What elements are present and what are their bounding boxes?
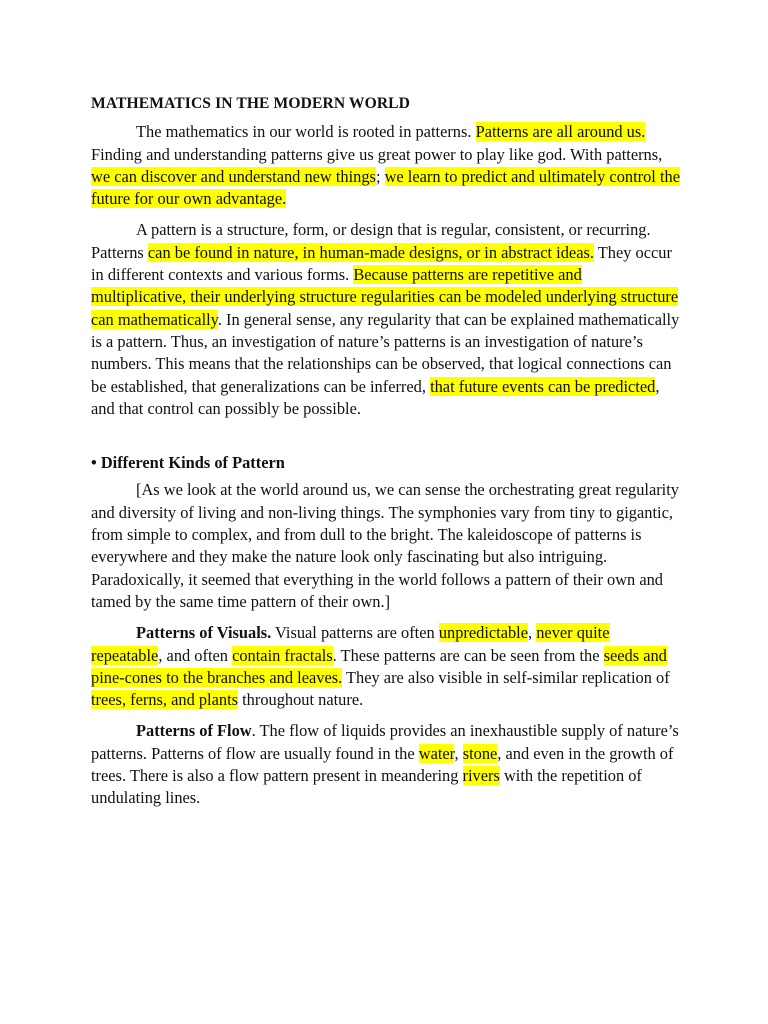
paragraph-text: , bbox=[454, 743, 463, 763]
spacer bbox=[91, 420, 681, 452]
highlighted-text: Because patterns are repetitive and multiplicative, their underlying structure regularities can be modeled underlying structure can mathematically bbox=[91, 265, 679, 329]
paragraph-patterns-of-visuals bbox=[91, 622, 681, 711]
paragraph-text: Visual patterns are often bbox=[271, 623, 439, 643]
page-title: MATHEMATICS IN THE MODERN WORLD bbox=[91, 95, 411, 112]
paragraph-text: [As we look at the world around us, we can sense the orchestrating great regularity and diversity of living and non-living things. The symphonies vary from tiny to gigantic, from simple to complex, and from dull to the bright. The kaleidoscope of patterns is everywhere and they make the nature look only fascinating but also intriguing. Paradoxically, it seemed that everything in the world follows a pattern of their own and tamed by the same time pattern of their own.] bbox=[91, 480, 679, 611]
paragraph-text: throughout nature. bbox=[238, 690, 364, 710]
paragraph-kinds-intro bbox=[91, 479, 681, 613]
paragraph-text: They occur in different contexts and various forms. bbox=[91, 242, 672, 285]
document-content bbox=[91, 93, 681, 810]
highlighted-text: we can discover and understand new things bbox=[91, 166, 376, 186]
highlighted-text: can be found in nature, in human-made designs, or in abstract ideas. bbox=[147, 242, 594, 262]
highlighted-text: that future events can be predicted bbox=[430, 376, 656, 396]
paragraph-text: with the repetition of undulating lines. bbox=[91, 766, 642, 808]
highlighted-text: Patterns are all around us. bbox=[475, 122, 646, 142]
paragraph-text: They are also visible in self-similar replication of bbox=[342, 667, 670, 687]
paragraph-text: Finding and understanding patterns give us great power to play like god. With patterns, bbox=[91, 144, 663, 164]
paragraph-text: . The flow of liquids provides an inexhaustible supply of nature’s patterns. Patterns of flow are usually found in the bbox=[91, 721, 679, 763]
paragraph-text: ; bbox=[375, 166, 385, 186]
paragraph-lead: Patterns of Flow bbox=[136, 721, 252, 741]
paragraph-text: , and that control can possibly be possible. bbox=[91, 376, 660, 418]
highlighted-text: water bbox=[418, 743, 455, 763]
paragraph-text: The mathematics in our world is rooted in patterns. bbox=[136, 122, 476, 142]
paragraph-patterns-of-flow bbox=[91, 720, 681, 809]
highlighted-text: never quite repeatable bbox=[91, 623, 610, 665]
paragraph-text: . In general sense, any regularity that can be explained mathematically is a pattern. Thus, an investigation of nature’s patterns is an investigation of nature’s numbers. This means that the relationships can be observed, that logical connections can be established, that generalizations can be inferred, bbox=[91, 309, 680, 396]
spacer bbox=[91, 711, 681, 720]
highlighted-text: trees, ferns, and plants bbox=[91, 690, 239, 710]
paragraph-text: , and even in the growth of trees. There is also a flow pattern present in meandering bbox=[91, 743, 674, 786]
paragraph-intro bbox=[91, 121, 681, 210]
paragraph-text: , bbox=[528, 623, 537, 643]
highlighted-text: we learn to predict and ultimately control the future for our own advantage. bbox=[91, 166, 680, 209]
paragraph-lead: Patterns of Visuals. bbox=[136, 623, 272, 643]
highlighted-text: unpredictable bbox=[438, 623, 529, 643]
section-heading: • Different Kinds of Pattern bbox=[91, 453, 285, 473]
spacer bbox=[91, 210, 681, 219]
highlighted-text: rivers bbox=[462, 766, 500, 786]
highlighted-text: contain fractals bbox=[232, 645, 333, 665]
paragraph-text: . These patterns are can be seen from the bbox=[332, 645, 604, 665]
spacer bbox=[91, 613, 681, 622]
paragraph-pattern-definition bbox=[91, 219, 681, 420]
paragraph-text: , and often bbox=[158, 645, 233, 665]
highlighted-text: stone bbox=[462, 743, 498, 763]
paragraph-text: A pattern is a structure, form, or design that is regular, consistent, or recurring. Patterns bbox=[91, 220, 651, 262]
highlighted-text: seeds and pine-cones to the branches and leaves. bbox=[91, 645, 667, 687]
